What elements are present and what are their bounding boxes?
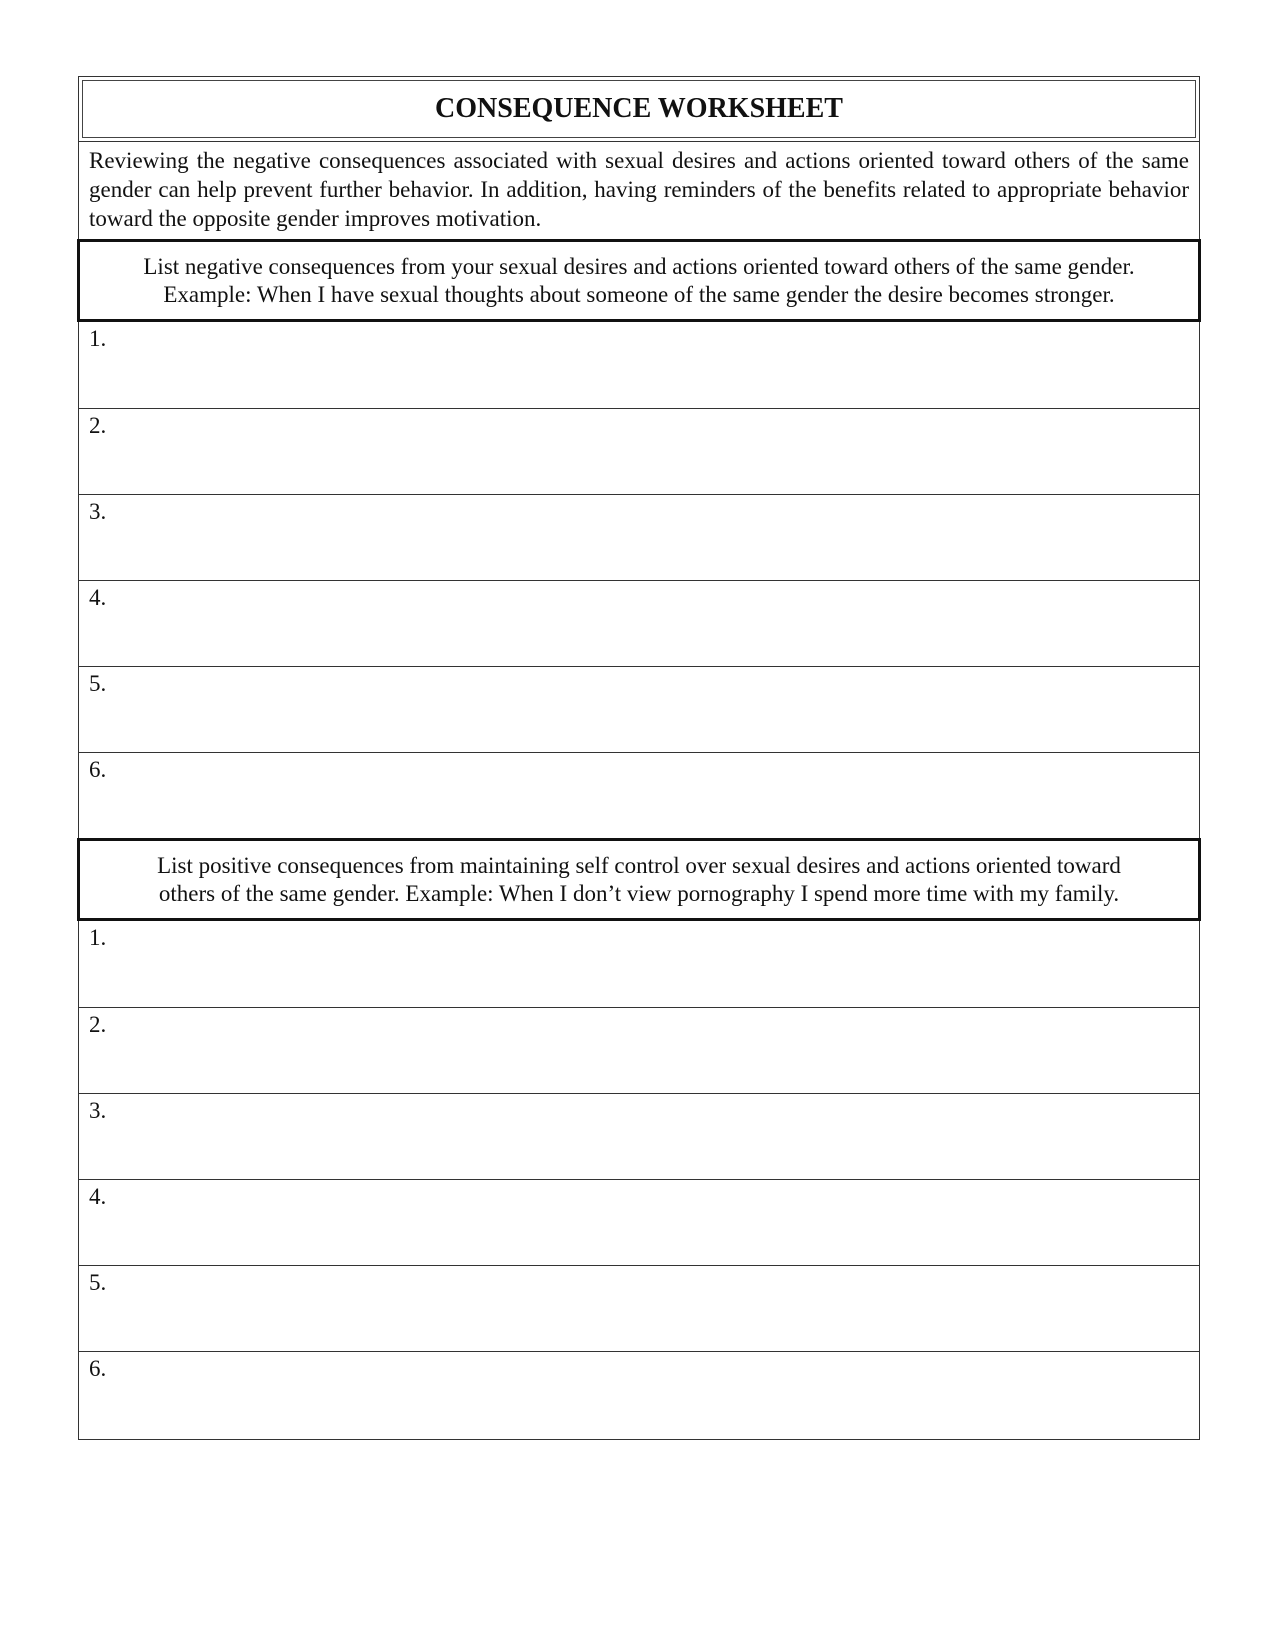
negative-entry-row[interactable]: 5. (79, 666, 1199, 752)
positive-instruction-line: List positive consequences from maintaining self control over sexual desires and actions oriented toward (157, 853, 1121, 878)
positive-example-line: others of the same gender. Example: When I don’t view pornography I spend more time with my family. (158, 881, 1120, 906)
negative-entry-row[interactable]: 4. (79, 580, 1199, 666)
positive-entry-row[interactable]: 3. (79, 1093, 1199, 1179)
negative-entry-row[interactable]: 6. (79, 752, 1199, 838)
negative-example-line: Example: When I have sexual thoughts about someone of the same gender the desire becomes stronger. (163, 282, 1115, 307)
negative-entry-row[interactable]: 1. (89, 326, 107, 351)
worksheet (78, 76, 1200, 1440)
positive-entry-row[interactable]: 2. (79, 1007, 1199, 1093)
positive-entry-row[interactable]: 4. (79, 1179, 1199, 1265)
positive-entry-row[interactable]: 6. (79, 1351, 1199, 1439)
negative-entry-row[interactable]: 3. (79, 494, 1199, 580)
intro-paragraph: Reviewing the negative consequences associated with sexual desires and actions oriented toward others of the same gender can help prevent further behavior. In addition, having reminders of the benefits related to appropriate behavior toward the opposite gender improves motivation. (79, 141, 1199, 239)
positive-entry-row[interactable]: 5. (79, 1265, 1199, 1351)
negative-instructions (77, 239, 1201, 322)
negative-entry-row[interactable]: 2. (79, 408, 1199, 494)
worksheet-title: CONSEQUENCE WORKSHEET (82, 80, 1196, 138)
positive-entry-row[interactable]: 1. (89, 925, 107, 950)
negative-instruction-line: List negative consequences from your sexual desires and actions oriented toward others of the same gender. (143, 254, 1135, 279)
positive-instructions (77, 838, 1201, 921)
